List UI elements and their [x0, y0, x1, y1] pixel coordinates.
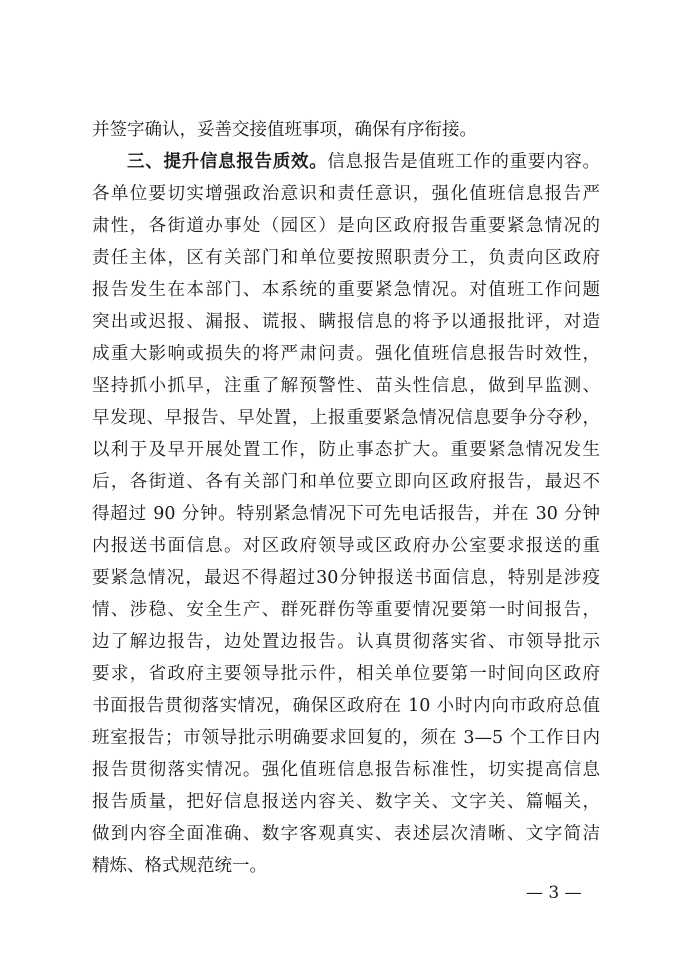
- paragraph-line: 坚持抓小抓早，注重了解预警性、苗头性信息，做到早监测、: [92, 376, 600, 396]
- paragraph-line: 书面报告贯彻落实情况，确保区政府在 10 小时内向市政府总值: [92, 696, 600, 716]
- paragraph-line: 边了解边报告，边处置边报告。认真贯彻落实省、市领导批示: [92, 632, 600, 652]
- paragraph-line: 以利于及早开展处置工作，防止事态扩大。重要紧急情况发生: [92, 440, 600, 460]
- paragraph-line: 各单位要切实增强政治意识和责任意识，强化值班信息报告严: [92, 184, 600, 204]
- paragraph-line: 精炼、格式规范统一。: [92, 856, 267, 876]
- paragraph-line: 早发现、早报告、早处置，上报重要紧急情况信息要争分夺秒，: [92, 408, 600, 428]
- paragraph-line: 成重大影响或损失的将严肃问责。强化值班信息报告时效性，: [92, 344, 600, 364]
- paragraph-line: 班室报告；市领导批示明确要求回复的，须在 3—5 个工作日内: [92, 728, 600, 748]
- page-number: — 3 —: [526, 883, 582, 903]
- section-heading: 三、提升信息报告质效。: [127, 152, 328, 172]
- paragraph-line: 报告贯彻落实情况。强化值班信息报告标准性，切实提高信息: [92, 760, 600, 780]
- paragraph-line: 要求，省政府主要领导批示件，相关单位要第一时间向区政府: [92, 664, 600, 684]
- paragraph-line: 报告质量，把好信息报送内容关、数字关、文字关、篇幅关，: [92, 792, 600, 812]
- paragraph-line: 并签字确认，妥善交接值班事项，确保有序衔接。: [92, 120, 477, 140]
- paragraph-line: 责任主体，区有关部门和单位要按照职责分工，负责向区政府: [92, 248, 600, 268]
- paragraph-line: 报告发生在本部门、本系统的重要紧急情况。对值班工作问题: [92, 280, 600, 300]
- paragraph-line: 内报送书面信息。对区政府领导或区政府办公室要求报送的重: [92, 536, 600, 556]
- paragraph-line: 得超过 90 分钟。特别紧急情况下可先电话报告，并在 30 分钟: [92, 504, 600, 524]
- paragraph-line: 后，各街道、各有关部门和单位要立即向区政府报告，最迟不: [92, 472, 600, 492]
- paragraph-line: 突出或迟报、漏报、谎报、瞒报信息的将予以通报批评，对造: [92, 312, 600, 332]
- paragraph-line: 做到内容全面准确、数字客观真实、表述层次清晰、文字简洁: [92, 824, 600, 844]
- section-heading-line: [127, 152, 600, 172]
- paragraph-line: 肃性，各街道办事处（园区）是向区政府报告重要紧急情况的: [92, 216, 600, 236]
- paragraph-line: 情、涉稳、安全生产、群死群伤等重要情况要第一时间报告，: [92, 600, 600, 620]
- paragraph-text: 信息报告是值班工作的重要内容。: [327, 152, 601, 172]
- paragraph-line: 要紧急情况，最迟不得超过30分钟报送书面信息，特别是涉疫: [92, 568, 600, 588]
